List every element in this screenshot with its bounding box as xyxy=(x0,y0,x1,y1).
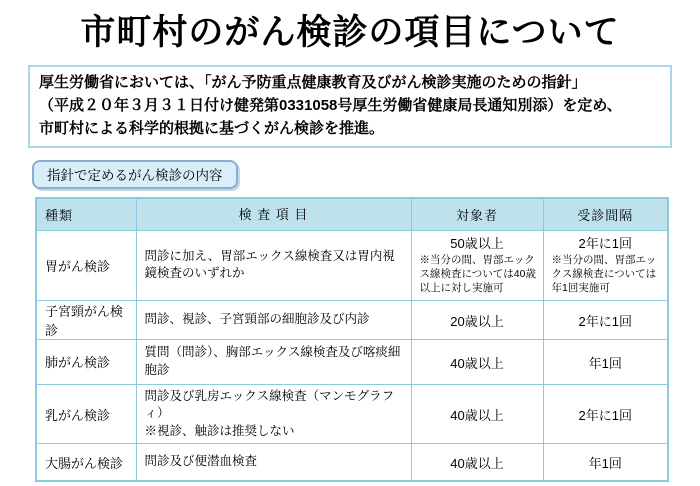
intro-line-1: 厚生労働省においては、「がん予防重点健康教育及びがん検診実施のための指針」 xyxy=(39,74,587,91)
cell-target xyxy=(411,230,543,300)
cell-items xyxy=(136,384,411,444)
cell-items xyxy=(136,339,411,384)
table-row-breast xyxy=(36,384,668,444)
cell-target xyxy=(411,444,543,481)
table-row-cervical xyxy=(36,300,668,339)
items-text: 問診、視診、子宮頸部の細胞診及び内診 xyxy=(144,312,370,327)
header-items: 検 査 項 目 xyxy=(136,198,411,230)
items-note: ※視診、触診は推奨しない xyxy=(144,423,295,438)
cell-interval xyxy=(543,444,668,481)
interval-text: 2年に1回 xyxy=(578,313,632,329)
cell-target xyxy=(411,384,543,444)
interval-text: 年1回 xyxy=(588,355,622,371)
items-text: 問診及び便潜血検査 xyxy=(144,454,258,469)
cell-interval xyxy=(543,339,668,384)
cell-type: 大腸がん検診 xyxy=(36,444,136,481)
target-text: 40歳以上 xyxy=(450,355,504,371)
cell-items xyxy=(136,300,411,339)
cell-items xyxy=(136,230,411,300)
target-text: 40歳以上 xyxy=(450,408,504,424)
target-note: ※当分の間、胃部エックス線検査については40歳以上に対し実施可 xyxy=(419,254,536,295)
header-interval: 受診間隔 xyxy=(543,198,668,230)
cell-interval xyxy=(543,230,668,300)
cell-type: 乳がん検診 xyxy=(36,384,136,444)
interval-text: 年1回 xyxy=(588,456,622,472)
header-target: 対象者 xyxy=(411,198,543,230)
items-text: 問診及び乳房エックス線検査（マンモグラフィ） xyxy=(144,388,395,421)
items-text: 質問（問診）、胸部エックス線検査及び喀痰細胞診 xyxy=(144,345,401,377)
interval-note: ※当分の間、胃部エックス線検査については年1回実施可 xyxy=(551,254,657,295)
interval-text: 2年に1回 xyxy=(578,408,632,424)
target-text: 20歳以上 xyxy=(450,313,504,329)
cell-target xyxy=(411,300,543,339)
cell-items xyxy=(136,444,411,481)
table-header-row xyxy=(36,198,668,230)
header-type: 種類 xyxy=(36,198,136,230)
target-text: 40歳以上 xyxy=(450,456,504,472)
page-title: 市町村のがん検診の項目について xyxy=(80,13,620,52)
intro-box xyxy=(28,65,672,148)
items-text: 問診に加え、胃部エックス線検査又は胃内視鏡検査のいずれか xyxy=(144,248,395,281)
section-label: 指針で定めるがん検診の内容 xyxy=(32,160,238,189)
table-row-colon xyxy=(36,444,668,481)
cell-type: 子宮頸がん検診 xyxy=(36,300,136,339)
cell-target xyxy=(411,339,543,384)
cell-interval xyxy=(543,300,668,339)
cell-type: 胃がん検診 xyxy=(36,230,136,300)
screening-table xyxy=(35,197,669,482)
target-text: 50歳以上 xyxy=(450,236,504,252)
cell-interval xyxy=(543,384,668,444)
table-row-lung xyxy=(36,339,668,384)
intro-line-2: （平成２０年３月３１日付け健発第0331058号厚生労働省健康局長通知別添）を定め、 xyxy=(39,96,622,114)
table-row-stomach xyxy=(36,230,668,300)
interval-text: 2年に1回 xyxy=(578,236,632,252)
cell-type: 肺がん検診 xyxy=(36,339,136,384)
intro-line-3: 市町村による科学的根拠に基づくがん検診を推進。 xyxy=(39,119,385,137)
